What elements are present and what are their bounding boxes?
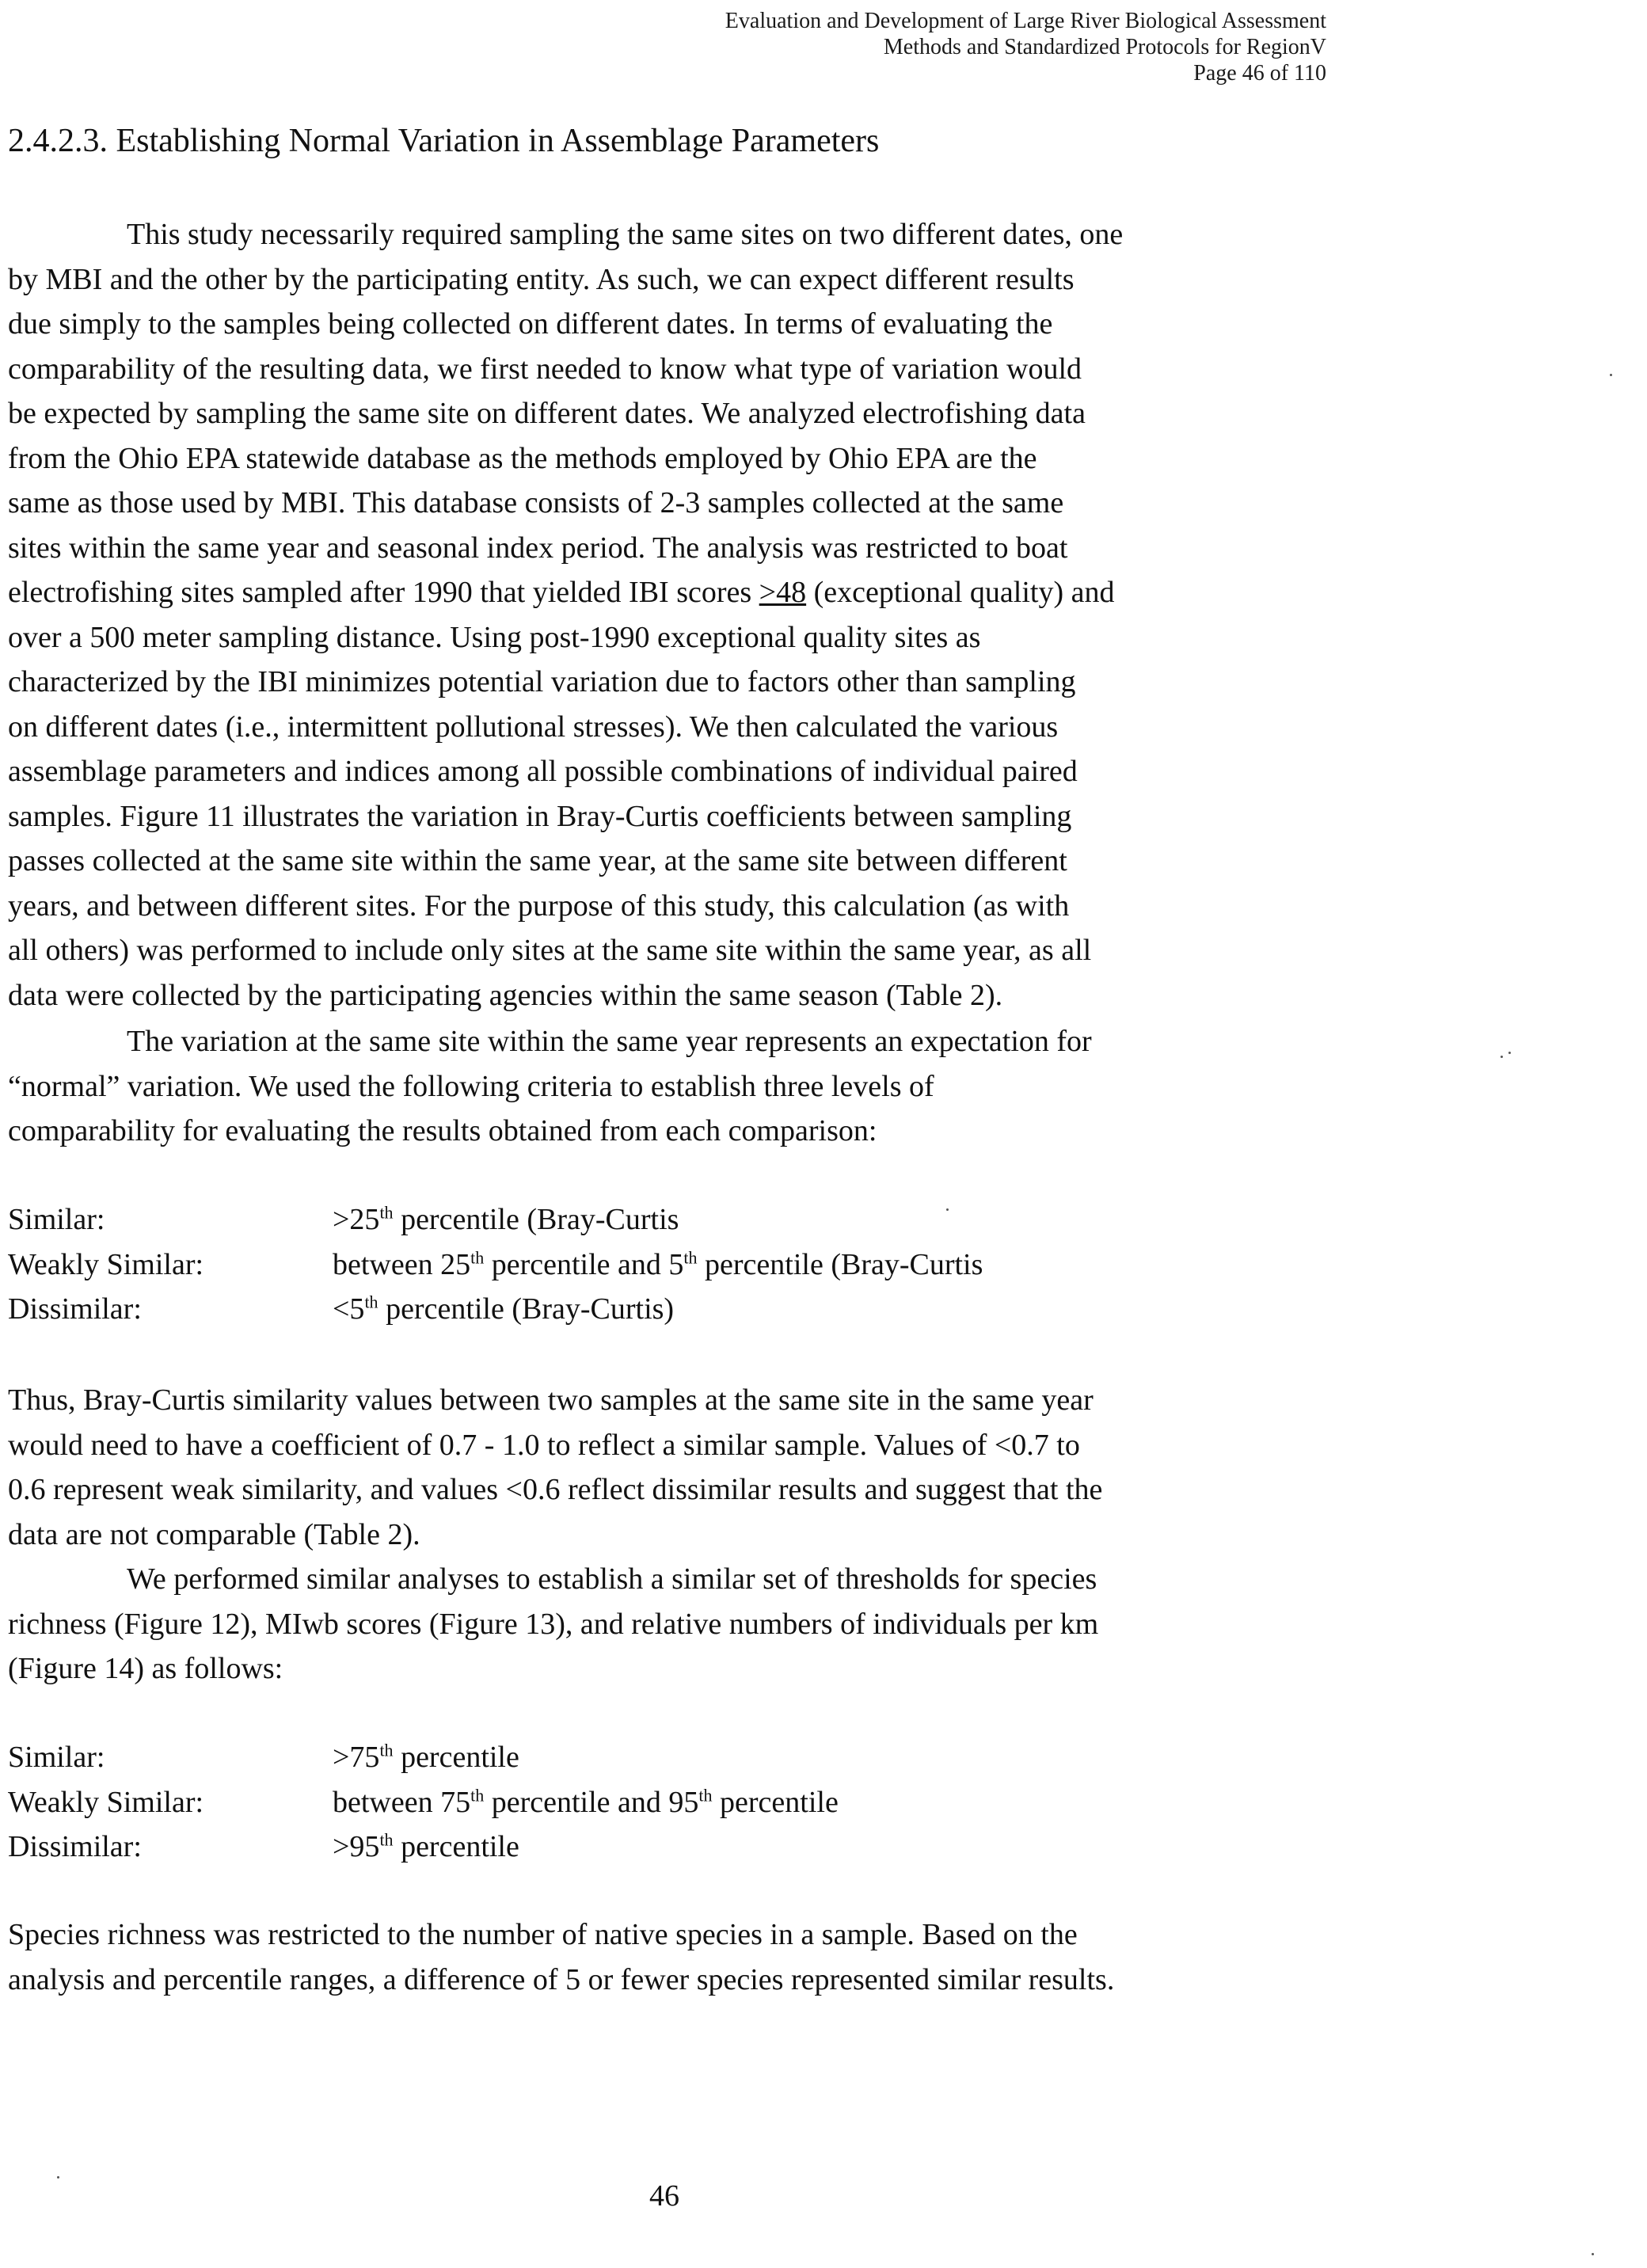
ordinal-suffix: th [379,1740,394,1760]
scan-speck [1501,1056,1503,1058]
text-line: Thus, Bray-Curtis similarity values between two samples at the same site in the same year [8,1383,1094,1417]
text-line: The variation at the same site within the same year represents an expectation for [127,1025,1092,1058]
text-line: by MBI and the other by the participating entity. As such, we can expect different results [8,262,1075,296]
paragraph-1 [8,212,1322,1018]
text-line: years, and between different sites. For the purpose of this study, this calculation (as with [8,889,1070,923]
text-line: 0.6 represent weak similarity, and values <0.6 reflect dissimilar results and suggest that the [8,1473,1103,1506]
text-line: would need to have a coefficient of 0.7 - 1.0 to reflect a similar sample. Values of <0.7 to [8,1428,1080,1462]
text-line: “normal” variation. We used the following criteria to establish three levels of [8,1069,934,1103]
scan-speck [1508,1052,1511,1054]
value-text: percentile [712,1785,839,1819]
ibi-threshold: >48 [759,576,807,609]
text-line: be expected by sampling the same site on different dates. We analyzed electrofishing data [8,397,1086,430]
scan-speck [1610,374,1612,376]
section-heading: 2.4.2.3. Establishing Normal Variation in Assemblage Parameters [8,123,880,159]
criteria-value [333,1780,839,1825]
criteria-row-weakly-similar [8,1780,839,1825]
criteria-row-weakly-similar [8,1242,983,1288]
criteria-value [333,1242,983,1288]
value-text: percentile (Bray-Curtis) [378,1292,675,1326]
value-text: between 25 [333,1247,471,1281]
text-line: passes collected at the same site within the same year, at the same site between different [8,844,1067,877]
criteria-term: Similar: [8,1203,105,1236]
text-segment: electrofishing sites sampled after 1990 that yielded IBI scores [8,576,759,609]
text-line: data are not comparable (Table 2). [8,1517,420,1551]
running-header [725,8,1326,86]
value-text: >75 [333,1741,380,1774]
text-line: data were collected by the participating agencies within the same season (Table 2). [8,978,1003,1012]
ordinal-suffix: th [683,1246,698,1267]
value-text: <5 [333,1292,365,1326]
text-line: sites within the same year and seasonal index period. The analysis was restricted to boat [8,531,1068,565]
text-segment: (exceptional quality) and [806,576,1115,609]
text-line: We performed similar analyses to establish a similar set of thresholds for species [127,1562,1097,1596]
text-line: samples. Figure 11 illustrates the variation in Bray-Curtis coefficients between sampling [8,799,1072,833]
criteria-row-dissimilar [8,1287,983,1332]
text-line: all others) was performed to include only sites at the same site within the same year, as all [8,934,1092,967]
scan-speck [1592,2253,1594,2255]
criteria-row-dissimilar [8,1825,839,1870]
value-text: between 75 [333,1785,471,1819]
text-line: comparability for evaluating the results obtained from each comparison: [8,1114,877,1147]
text-line: comparability of the resulting data, we first needed to know what type of variation would [8,352,1082,386]
text-line: characterized by the IBI minimizes potential variation due to factors other than sampling [8,665,1076,698]
value-text: percentile (Bray-Curtis [393,1203,679,1236]
text-line: from the Ohio EPA statewide database as the methods employed by Ohio EPA are the [8,441,1037,475]
text-line: (Figure 14) as follows: [8,1652,283,1685]
value-text: percentile and 95 [484,1785,699,1819]
value-text: percentile (Bray-Curtis [697,1247,983,1281]
ordinal-suffix: th [379,1202,394,1223]
text-line: on different dates (i.e., intermittent pollutional stresses). We then calculated the various [8,710,1059,744]
criteria-term: Weakly Similar: [8,1247,204,1281]
value-text: >25 [333,1203,380,1236]
ordinal-suffix: th [698,1784,713,1805]
criteria-row-similar [8,1735,839,1780]
text-line: due simply to the samples being collected on different dates. In terms of evaluating the [8,307,1053,341]
criteria-value [333,1197,679,1242]
text-line: analysis and percentile ranges, a difference of 5 or fewer species represented similar results. [8,1962,1115,1996]
criteria-term: Similar: [8,1741,105,1774]
paragraph-3 [8,1378,1322,1557]
ordinal-suffix: th [364,1292,378,1312]
value-text: percentile [393,1741,519,1774]
text-line: This study necessarily required sampling the same sites on two different dates, one [127,218,1124,251]
header-line-2: Methods and Standardized Protocols for RegionV [883,35,1326,59]
paragraph-5 [8,1912,1322,2002]
ordinal-suffix: th [470,1246,485,1267]
criteria-term: Weakly Similar: [8,1785,204,1819]
criteria-term: Dissimilar: [8,1292,142,1326]
ordinal-suffix: th [379,1829,394,1850]
ordinal-suffix: th [470,1784,485,1805]
value-text: percentile and 5 [484,1247,684,1281]
criteria-list-percentile [8,1735,839,1870]
value-text: >95 [333,1830,380,1863]
text-line: richness (Figure 12), MIwb scores (Figure 13), and relative numbers of individuals per km [8,1607,1099,1641]
header-line-1: Evaluation and Development of Large River Biological Assessment [725,9,1326,33]
text-line: Species richness was restricted to the number of native species in a sample. Based on the [8,1918,1078,1951]
scan-speck [946,1208,949,1211]
criteria-term: Dissimilar: [8,1830,142,1863]
criteria-row-similar [8,1197,983,1242]
value-text: percentile [393,1830,519,1863]
page-number: 46 [649,2179,679,2213]
criteria-value [333,1825,519,1870]
criteria-value [333,1287,674,1332]
paragraph-4 [8,1557,1322,1691]
criteria-value [333,1735,519,1780]
text-line: assemblage parameters and indices among all possible combinations of individual paired [8,755,1078,788]
paragraph-2 [8,1019,1322,1154]
text-line: same as those used by MBI. This database consists of 2-3 samples collected at the same [8,486,1064,519]
text-line: over a 500 meter sampling distance. Using post-1990 exceptional quality sites as [8,620,981,654]
scan-speck [57,2176,59,2179]
header-page-indicator: Page 46 of 110 [1193,61,1326,86]
text-line-ibi [8,570,1322,615]
criteria-list-bray-curtis [8,1197,983,1332]
